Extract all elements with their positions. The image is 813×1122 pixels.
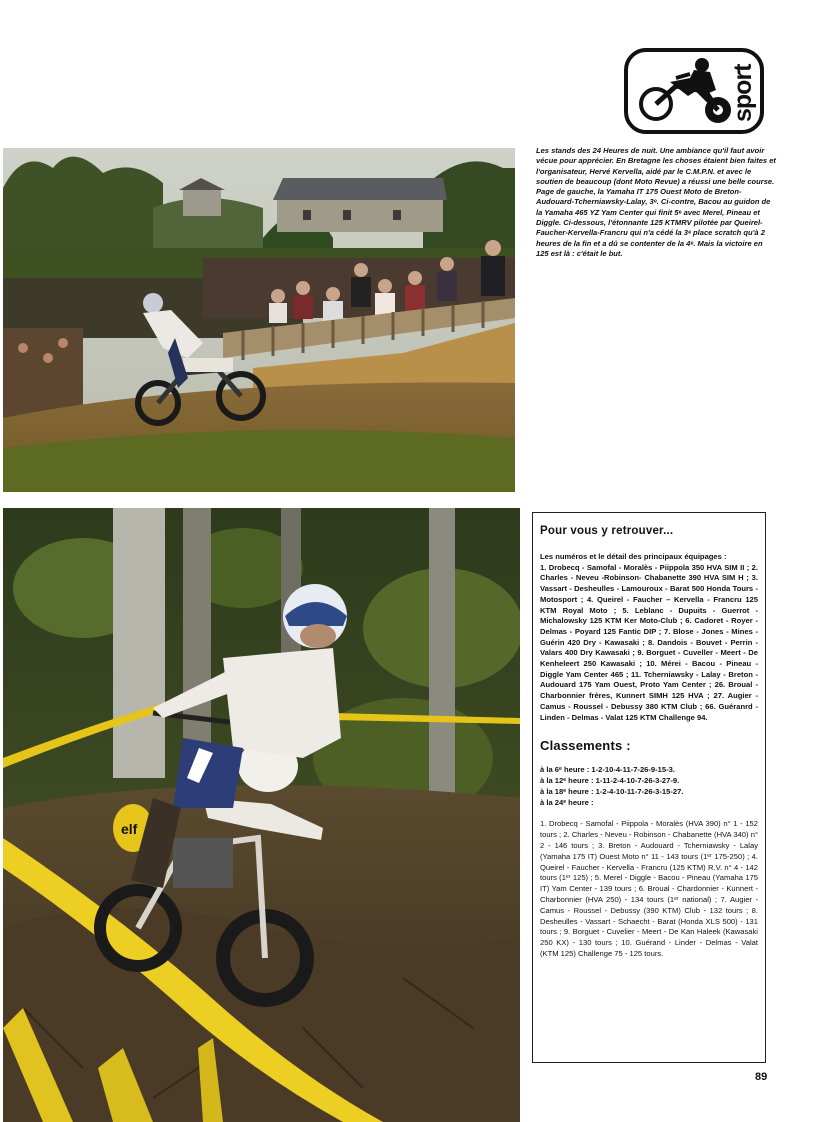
hour-label: à la 18ᵉ heure bbox=[540, 786, 589, 796]
box-title: Pour vous y retrouver... bbox=[540, 525, 674, 537]
photo-rider-forest bbox=[3, 508, 520, 1122]
motorcycle-rider-icon bbox=[632, 56, 738, 128]
teams-intro: Les numéros et le détail des principaux équipages : bbox=[540, 552, 727, 561]
hour-value: : 1-2-10-4-11-7-26-9-15-3. bbox=[584, 765, 675, 775]
photo-motorcycle-crowd bbox=[3, 148, 515, 492]
page-number: 89 bbox=[755, 1071, 768, 1083]
hour-label: à la 6ᵉ heure bbox=[540, 765, 585, 775]
sport-logo bbox=[624, 48, 764, 134]
hour-value: : 1-2-4-10-11-7-26-3-15-27. bbox=[588, 786, 684, 796]
hour-standing-24 bbox=[540, 798, 758, 809]
hour-standing-6 bbox=[540, 765, 758, 776]
hour-label: à la 12ᵉ heure bbox=[540, 776, 589, 786]
logo-text: sport bbox=[729, 64, 757, 122]
hour-standing-12 bbox=[540, 776, 758, 787]
teams-list: 1. Drobecq - Samofal - Moralès - Piippola 350 HVA SIM II ; 2. Charles - Neveu -Robinson- Chabanette 390 HVA SIM H ; 3. Vassart - Desheulles - Lamouroux - Barat 500 Honda Tours - Motosport ; 4. Queirel - Faucher – Kervella - Francru 125 KTM Royal Moto ; 5. Leblanc - Dupuits - Guerrot - Michalowsky 125 KTM Ker Moto-Club ; 6. Cadoret - Royer - Delmas - Poyard 125 Fantic DIP ; 7. Blose - Jones - Mines - Guérin 420 Dry - Kawasaki ; 8. Dandois - Bouvet - Perrin - Valars 400 Dry Kawasaki ; 9. Borguet - Cuveller - Meert - De Kenheleert 250 Kawasaki ; 10. Mérei - Bacou - Pineau - Diggle Yam Center 465 ; 11. Tcherniawsky - Lalay - Breton - Audouard 175 Yam Ouest, Proto Yam Center ; 26. Broual - Charbonnier frères, Kunnert SIMH 125 HVA ; 27. Augier - Camus - Roussel - Debussy 380 KTM Club ; 66. Guéranrd - Linden - Delmas - Valat 125 KTM Challenge 94. bbox=[540, 562, 758, 722]
classements-title: Classements : bbox=[540, 738, 631, 754]
photo-caption: Les stands des 24 Heures de nuit. Une ambiance qu'il faut avoir vécue pour apprécier. En Bretagne les choses étaient bien faites et l'organisateur, Hervé Kervella, aidé par le C.M.P.N. et avec le soutien de beaucoup (dont Moto Revue) a réussi une belle course. Page de gauche, la Yamaha IT 175 Ouest Moto de Breton-Audouard-Tcherniawsky-Lalay, 3ᵉ. Ci-contre, Bacou au guidon de la Yamaha 465 YZ Yam Center qui finit 5ᵉ avec Merel, Pineau et Diggle. Ci-dessous, l'étonnante 125 KTMRV pilotée par Queirel-Faucher-Kervella-Francru qui n'a cédé la 3ᵉ place scratch qu'à 2 heures de la fin et a dû se contenter de la 4ᵉ. Mais la victoire en 125 est là : c'était le but. bbox=[536, 146, 776, 258]
final-results: 1. Drobecq - Samofal - Piippola - Moralès (HVA 390) n° 1 - 152 tours ; 2. Charles - Neveu - Robinson - Chabanette (HVA 340) n° 2 - 146 tours ; 3. Breton - Audouard - Tcherniawsky - Lalay (Yamaha 175 IT) Ouest Moto n° 11 - 143 tours (1ᵉʳ 175-250) ; 4. Queirel - Faucher - Kervella - Francru (125 KTM) R.V. n° 4 - 142 tours (1ᵉʳ 125) ; 5. Merel - Diggle - Bacou - Pineau (Yamaha 175 IT) Yam Center - 139 tours ; 6. Broual - Chardonnier - Kunnert - Charbonnier (HVA 250) - 134 tours (1ᵉʳ national) ; 7. Augier - Camus - Roussel - Debussy (390 KTM) Club - 132 tours ; 8. Desheulles - Vassart - Schaecht - Barat (Honda XLS 500) - 131 tours ; 9. Borguet - Cuvelier - Meert - De Kan Haleek (Kawasaki 250 KX) - 130 tours ; 10. Guérand - Linder - Delmas - Valat (KTM 125) Challenge 75 - 125 tours. bbox=[540, 819, 758, 958]
hour-value: : bbox=[588, 797, 594, 807]
hour-value: : 1-11-2-4-10-7-26-3-27-9. bbox=[588, 776, 680, 786]
hour-label: à la 24ᵉ heure bbox=[540, 797, 589, 807]
info-box bbox=[532, 512, 766, 1063]
svg-text:elf: elf bbox=[121, 821, 138, 837]
hour-standing-18 bbox=[540, 787, 758, 798]
